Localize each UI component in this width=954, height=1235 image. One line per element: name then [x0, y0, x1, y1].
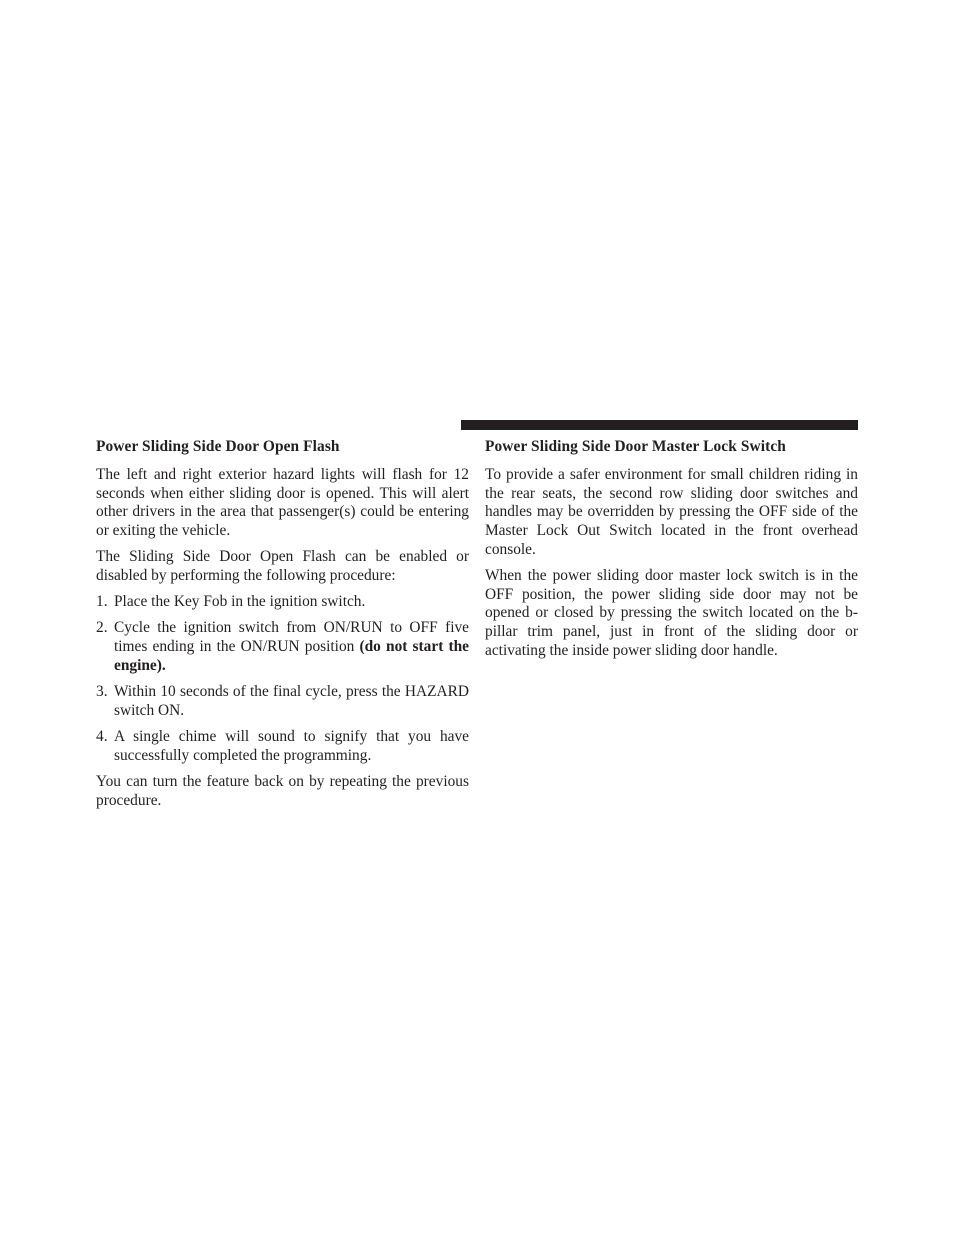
right-column [485, 436, 858, 668]
step-text: Cycle the ignition switch from ON/RUN to OFF five times ending in the ON/RUN position [114, 619, 469, 656]
master-lock-description: To provide a safer environment for small children riding in the rear seats, the second row sliding door switches and handles may be overridden by pressing the OFF side of the Master Lock Out Switch located in the front overhead console. [485, 466, 858, 558]
procedure-step [96, 593, 469, 612]
open-flash-heading: Power Sliding Side Door Open Flash [96, 438, 340, 455]
open-flash-closing-note: You can turn the feature back on by repeating the previous procedure. [96, 772, 469, 809]
section-divider-bar [461, 420, 858, 430]
left-column [96, 436, 469, 818]
procedure-step [96, 619, 469, 675]
step-bold-note: (do not start the engine). [114, 638, 469, 674]
step-text: A single chime will sound to signify that you have successfully completed the programming. [114, 727, 469, 764]
step-number: 2. [96, 619, 108, 637]
open-flash-description: The left and right exterior hazard lights will flash for 12 seconds when either sliding door is opened. This will alert other drivers in the area that passenger(s) could be entering or exiting the vehicle. [96, 466, 469, 540]
step-text: Within 10 seconds of the final cycle, press the HAZARD switch ON. [114, 683, 469, 719]
step-number: 3. [96, 683, 108, 701]
step-number: 4. [96, 727, 108, 745]
procedure-steps [96, 593, 469, 765]
master-lock-off-behavior: When the power sliding door master lock switch is in the OFF position, the power sliding side door may not be opened or closed by pressing the switch located on the b-pillar trim panel, just in front of the sliding door or activating the inside power sliding door handle. [485, 567, 858, 659]
procedure-step [96, 728, 469, 765]
step-number: 1. [96, 593, 108, 611]
procedure-step [96, 683, 469, 720]
step-text: Place the Key Fob in the ignition switch. [114, 593, 366, 611]
open-flash-procedure-intro: The Sliding Side Door Open Flash can be enabled or disabled by performing the following procedure: [96, 548, 469, 585]
master-lock-heading: Power Sliding Side Door Master Lock Switch [485, 438, 786, 455]
